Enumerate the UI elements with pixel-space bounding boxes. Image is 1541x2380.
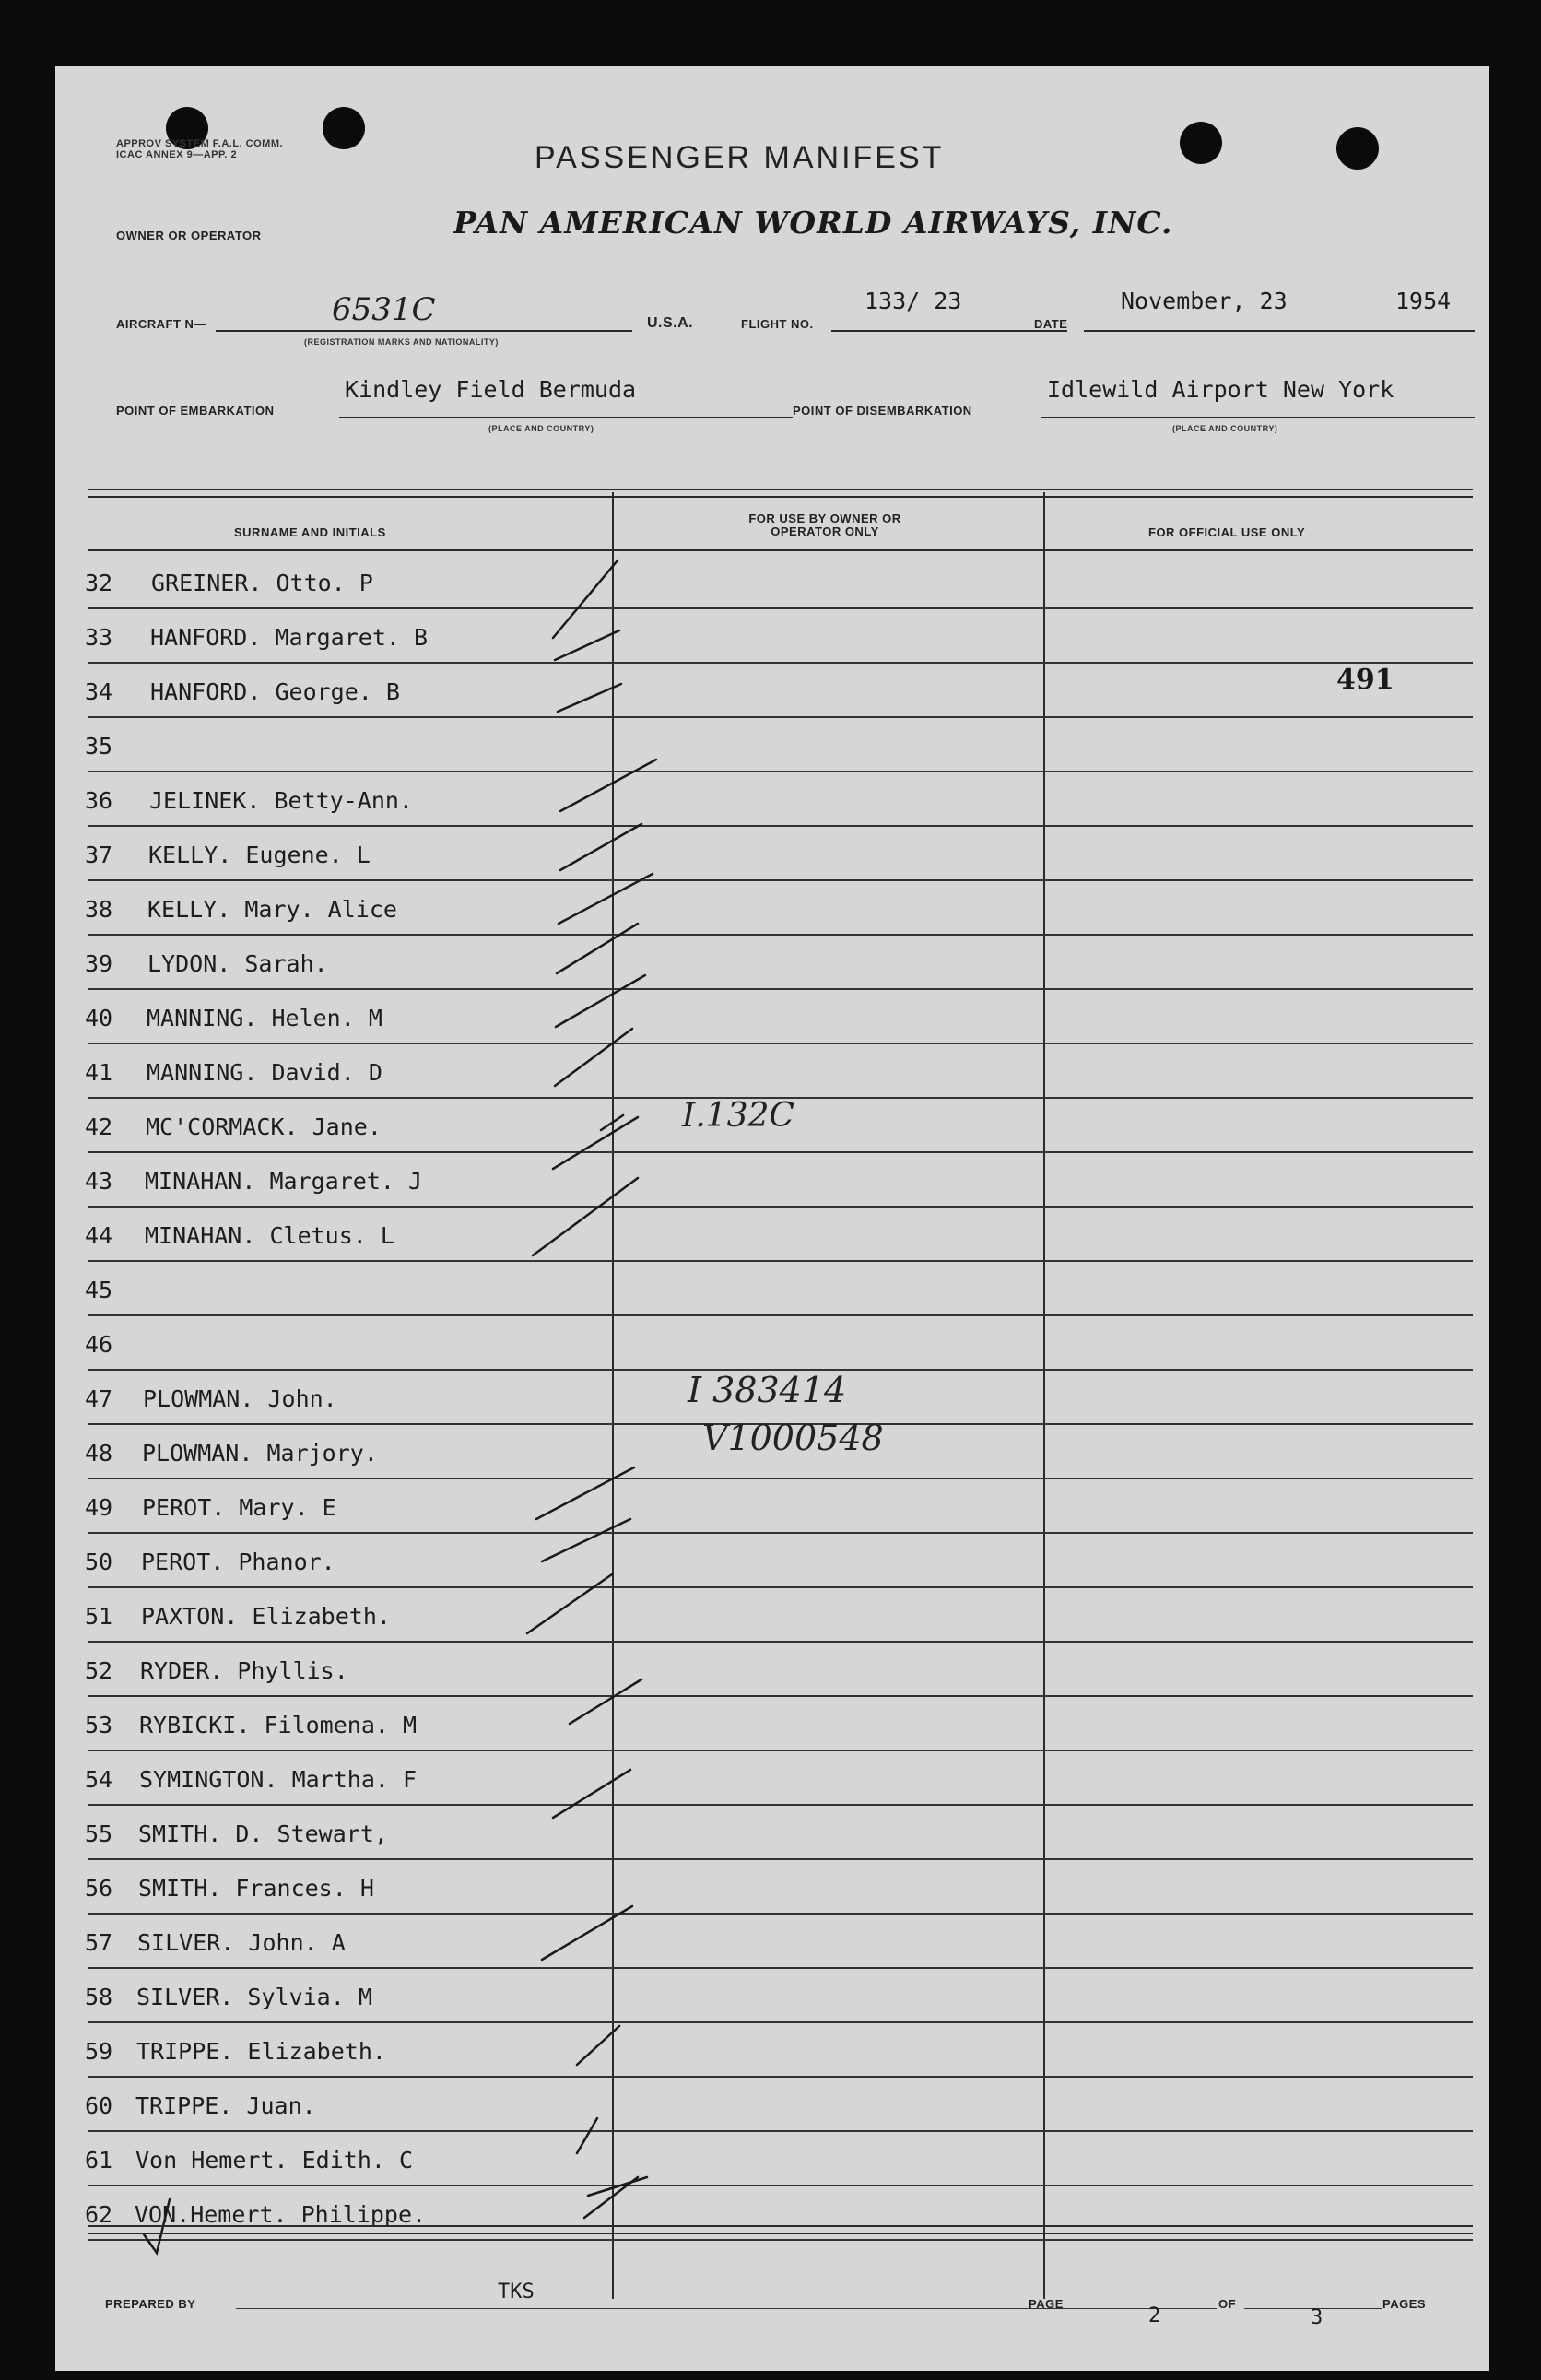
row-number: 37 xyxy=(85,842,113,868)
row-number: 52 xyxy=(85,1657,113,1684)
passenger-name: SMITH. D. Stewart, xyxy=(138,1820,388,1847)
handwritten-note: V1000548 xyxy=(702,1418,884,1458)
embark-place-sublabel: (PLACE AND COUNTRY) xyxy=(488,424,594,433)
passenger-name: RYDER. Phyllis. xyxy=(140,1657,348,1684)
row-number: 55 xyxy=(85,1820,113,1847)
row-number: 54 xyxy=(85,1766,113,1793)
passenger-name: TRIPPE. Juan. xyxy=(135,2092,316,2119)
row-number: 44 xyxy=(85,1222,113,1249)
passenger-name: MC'CORMACK. Jane. xyxy=(146,1113,382,1140)
embarkation-label: POINT OF EMBARKATION xyxy=(116,404,275,418)
passenger-name: MANNING. Helen. M xyxy=(147,1005,382,1031)
prepared-by: TKS xyxy=(498,2280,535,2303)
row-number: 39 xyxy=(85,950,113,977)
embarkation-point: Kindley Field Bermuda xyxy=(345,376,637,403)
approval-note: APPROV SYSTEM F.A.L. COMM. ICAC ANNEX 9—APP. 2 xyxy=(116,138,284,160)
page-number: 2 xyxy=(1148,2304,1161,2327)
row-number: 62 xyxy=(85,2201,113,2228)
aircraft-label: AIRCRAFT N— xyxy=(116,317,206,331)
row-number: 34 xyxy=(85,678,113,705)
usa-label: U.S.A. xyxy=(647,315,694,331)
passenger-name: PLOWMAN. Marjory. xyxy=(142,1440,378,1467)
page-label: PAGE xyxy=(1029,2297,1064,2311)
passenger-name: PEROT. Mary. E xyxy=(142,1494,336,1521)
disembarkation-point: Idlewild Airport New York xyxy=(1047,376,1394,403)
passenger-name: LYDON. Sarah. xyxy=(147,950,328,977)
row-number: 46 xyxy=(85,1331,113,1358)
row-number: 51 xyxy=(85,1603,113,1630)
row-number: 42 xyxy=(85,1113,113,1140)
aircraft-sublabel: (REGISTRATION MARKS AND NATIONALITY) xyxy=(304,337,499,347)
row-number: 58 xyxy=(85,1984,113,2010)
passenger-name: SYMINGTON. Martha. F xyxy=(139,1766,418,1793)
passenger-name: MANNING. David. D xyxy=(147,1059,382,1086)
pages-label: PAGES xyxy=(1382,2297,1427,2311)
row-number: 36 xyxy=(85,787,113,814)
disembark-place-sublabel: (PLACE AND COUNTRY) xyxy=(1172,424,1278,433)
passenger-name: PLOWMAN. John. xyxy=(143,1385,337,1412)
passenger-name: HANFORD. Margaret. B xyxy=(150,624,429,651)
row-number: 32 xyxy=(85,570,113,596)
passenger-name: GREINER. Otto. P xyxy=(151,570,373,596)
row-number: 38 xyxy=(85,896,113,923)
row-number: 59 xyxy=(85,2038,113,2065)
flight-year: 1954 xyxy=(1395,288,1452,314)
aircraft-number: 6531C xyxy=(332,291,436,328)
passenger-name: PEROT. Phanor. xyxy=(141,1549,335,1575)
disembarkation-label: POINT OF DISEMBARKATION xyxy=(793,404,972,418)
column-header-surname: SURNAME AND INITIALS xyxy=(234,525,386,539)
official-number: 491 xyxy=(1336,664,1394,696)
column-header-official: FOR OFFICIAL USE ONLY xyxy=(1148,525,1306,539)
row-number: 47 xyxy=(85,1385,113,1412)
passenger-name: RYBICKI. Filomena. M xyxy=(139,1712,418,1738)
row-number: 60 xyxy=(85,2092,113,2119)
row-number: 40 xyxy=(85,1005,113,1031)
row-number: 43 xyxy=(85,1168,113,1195)
passenger-name: SMITH. Frances. H xyxy=(138,1875,374,1902)
passenger-name: TRIPPE. Elizabeth. xyxy=(136,2038,386,2065)
passenger-name: PAXTON. Elizabeth. xyxy=(141,1603,391,1630)
passenger-name: SILVER. John. A xyxy=(137,1929,346,1956)
form-title: PASSENGER MANIFEST xyxy=(535,140,945,175)
handwritten-note: I 383414 xyxy=(688,1370,847,1410)
row-number: 41 xyxy=(85,1059,113,1086)
row-number: 56 xyxy=(85,1875,113,1902)
passenger-name: Von Hemert. Edith. C xyxy=(135,2147,414,2174)
passenger-name: KELLY. Eugene. L xyxy=(148,842,371,868)
page-total: 3 xyxy=(1311,2306,1323,2329)
manifest-sheet xyxy=(55,66,1489,2371)
handwritten-note: I.132C xyxy=(682,1097,794,1135)
row-number: 35 xyxy=(85,733,113,760)
passenger-name: JELINEK. Betty-Ann. xyxy=(149,787,413,814)
of-label: OF xyxy=(1218,2297,1237,2311)
check-marks xyxy=(55,66,1489,2371)
passenger-name: VON.Hemert. Philippe. xyxy=(135,2201,427,2228)
operator-name: PAN AMERICAN WORLD AIRWAYS, INC. xyxy=(453,205,1173,241)
row-number: 33 xyxy=(85,624,113,651)
row-number: 45 xyxy=(85,1277,113,1303)
passenger-name: HANFORD. George. B xyxy=(150,678,400,705)
row-number: 49 xyxy=(85,1494,113,1521)
row-number: 61 xyxy=(85,2147,113,2174)
date-label: DATE xyxy=(1034,317,1068,331)
row-number: 53 xyxy=(85,1712,113,1738)
flight-label: FLIGHT NO. xyxy=(741,317,814,331)
flight-date: November, 23 xyxy=(1121,288,1288,314)
prepared-by-label: PREPARED BY xyxy=(105,2297,196,2311)
row-number: 48 xyxy=(85,1440,113,1467)
row-number: 57 xyxy=(85,1929,113,1956)
passenger-name: SILVER. Sylvia. M xyxy=(136,1984,372,2010)
flight-number: 133/ 23 xyxy=(865,288,962,314)
passenger-name: KELLY. Mary. Alice xyxy=(147,896,397,923)
owner-label: OWNER OR OPERATOR xyxy=(116,229,262,242)
passenger-name: MINAHAN. Margaret. J xyxy=(145,1168,423,1195)
row-number: 50 xyxy=(85,1549,113,1575)
passenger-name: MINAHAN. Cletus. L xyxy=(145,1222,394,1249)
column-header-owner: FOR USE BY OWNER OR OPERATOR ONLY xyxy=(748,512,901,538)
